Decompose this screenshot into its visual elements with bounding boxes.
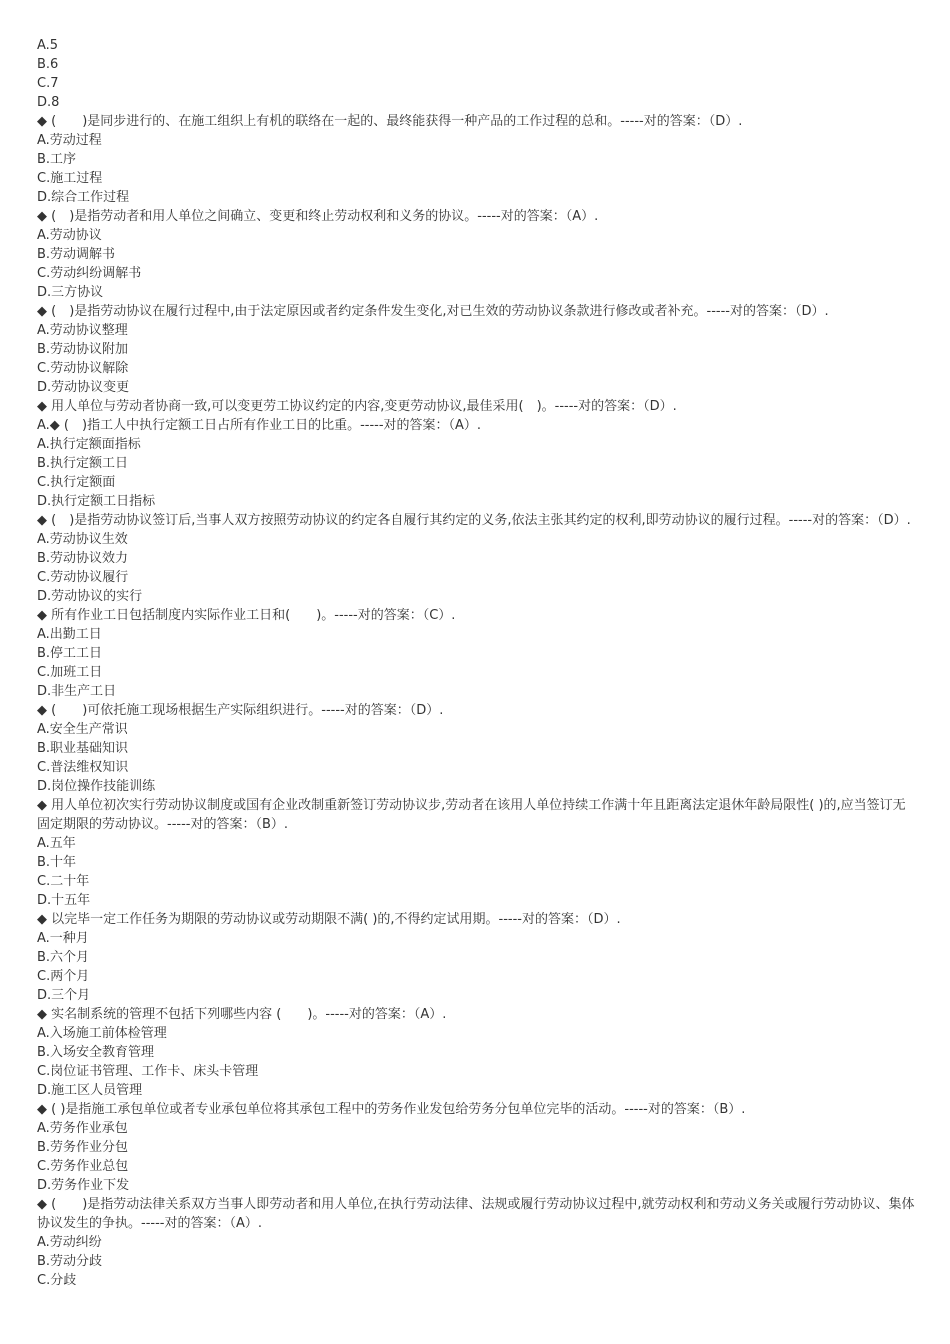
- question-line: ◆ 用人单位初次实行劳动协议制度或国有企业改制重新签订劳动协议步,劳动者在该用人单位持续工作满十年且距离法定退休年龄局限性( )的,应当签订无固定期限的劳动协议。-----对的答案：（B）.: [37, 798, 906, 832]
- option-line: D.三方协议: [37, 285, 104, 300]
- option-line: B.劳动协议附加: [37, 342, 129, 357]
- option-line: A.劳动协议整理: [37, 323, 128, 338]
- option-line: B.执行定额工日: [37, 456, 129, 471]
- question-line: ◆ 用人单位与劳动者协商一致,可以变更劳工协议约定的内容,变更劳动协议,最佳采用( )。-----对的答案：（D）.: [37, 399, 677, 414]
- option-line: D.执行定额工日指标: [37, 494, 156, 509]
- option-line: D.8: [37, 95, 60, 110]
- option-line: A.执行定额面指标: [37, 437, 141, 452]
- option-line: A.一种月: [37, 931, 89, 946]
- option-line: A.入场施工前体检管理: [37, 1026, 167, 1041]
- option-line: C.劳动协议履行: [37, 570, 129, 585]
- option-line: C.执行定额面: [37, 475, 116, 490]
- question-line: ◆ ( )可依托施工现场根据生产实际组织进行。-----对的答案：（D）.: [37, 703, 444, 718]
- option-line: B.停工工日: [37, 646, 103, 661]
- document-body: [37, 36, 915, 1290]
- option-line: B.劳务作业分包: [37, 1140, 129, 1155]
- option-line: B.劳动调解书: [37, 247, 116, 262]
- question-line: ◆ ( )是指施工承包单位或者专业承包单位将其承包工程中的劳务作业发包给劳务分包单位完毕的活动。-----对的答案：（B）.: [37, 1102, 746, 1117]
- option-line: B.十年: [37, 855, 77, 870]
- option-line: B.六个月: [37, 950, 90, 965]
- question-line: ◆ ( )是指劳动协议签订后,当事人双方按照劳动协议的约定各自履行其约定的义务,依法主张其约定的权利,即劳动协议的履行过程。-----对的答案：（D）.: [37, 513, 911, 528]
- option-line: A.安全生产常识: [37, 722, 128, 737]
- option-line: D.岗位操作技能训练: [37, 779, 156, 794]
- option-line: D.施工区人员管理: [37, 1083, 143, 1098]
- option-line: B.劳动协议效力: [37, 551, 129, 566]
- option-line: D.非生产工日: [37, 684, 117, 699]
- option-line: D.劳动协议的实行: [37, 589, 143, 604]
- option-line: D.综合工作过程: [37, 190, 130, 205]
- option-line: C.普法维权知识: [37, 760, 129, 775]
- option-line: D.劳务作业下发: [37, 1178, 130, 1193]
- question-line: ◆ 以完毕一定工作任务为期限的劳动协议或劳动期限不满( )的,不得约定试用期。-----对的答案：（D）.: [37, 912, 621, 927]
- option-line: C.二十年: [37, 874, 90, 889]
- option-line: A.劳动纠纷: [37, 1235, 102, 1250]
- option-line: A.出勤工日: [37, 627, 102, 642]
- option-line: C.两个月: [37, 969, 90, 984]
- option-line: D.劳动协议变更: [37, 380, 130, 395]
- question-line: ◆ 实名制系统的管理不包括下列哪些内容 ( )。-----对的答案：（A）.: [37, 1007, 447, 1022]
- option-line: A.五年: [37, 836, 76, 851]
- question-line: ◆ ( )是指劳动协议在履行过程中,由于法定原因或者约定条件发生变化,对已生效的劳动协议条款进行修改或者补充。-----对的答案：（D）.: [37, 304, 829, 319]
- question-line: ◆ ( )是指劳动法律关系双方当事人即劳动者和用人单位,在执行劳动法律、法规或履行劳动协议过程中,就劳动权利和劳动义务关或履行劳动协议、集体协议发生的争执。-----对的答案：（A）.: [37, 1197, 915, 1231]
- option-line: A.劳务作业承包: [37, 1121, 128, 1136]
- option-line: B.工序: [37, 152, 77, 167]
- option-line: A.劳动过程: [37, 133, 102, 148]
- question-line: ◆ ( )是同步进行的、在施工组织上有机的联络在一起的、最终能获得一种产品的工作过程的总和。-----对的答案：（D）.: [37, 114, 743, 129]
- option-line: A.劳动协议生效: [37, 532, 128, 547]
- option-line: C.分歧: [37, 1273, 77, 1288]
- option-line: C.施工过程: [37, 171, 103, 186]
- option-line: A.◆ ( )指工人中执行定额工日占所有作业工日的比重。-----对的答案：（A）.: [37, 418, 482, 433]
- option-line: C.劳动纠纷调解书: [37, 266, 142, 281]
- option-line: C.7: [37, 76, 59, 91]
- option-line: D.三个月: [37, 988, 91, 1003]
- option-line: A.劳动协议: [37, 228, 102, 243]
- option-line: B.6: [37, 57, 59, 72]
- option-line: C.岗位证书管理、工作卡、床头卡管理: [37, 1064, 259, 1079]
- option-line: A.5: [37, 38, 59, 53]
- option-line: B.入场安全教育管理: [37, 1045, 155, 1060]
- option-line: B.职业基础知识: [37, 741, 129, 756]
- option-line: D.十五年: [37, 893, 91, 908]
- option-line: C.劳务作业总包: [37, 1159, 129, 1174]
- option-line: C.劳动协议解除: [37, 361, 129, 376]
- question-line: ◆ ( )是指劳动者和用人单位之间确立、变更和终止劳动权利和义务的协议。-----对的答案：（A）.: [37, 209, 599, 224]
- option-line: C.加班工日: [37, 665, 103, 680]
- question-line: ◆ 所有作业工日包括制度内实际作业工日和( )。-----对的答案：（C）.: [37, 608, 456, 623]
- option-line: B.劳动分歧: [37, 1254, 103, 1269]
